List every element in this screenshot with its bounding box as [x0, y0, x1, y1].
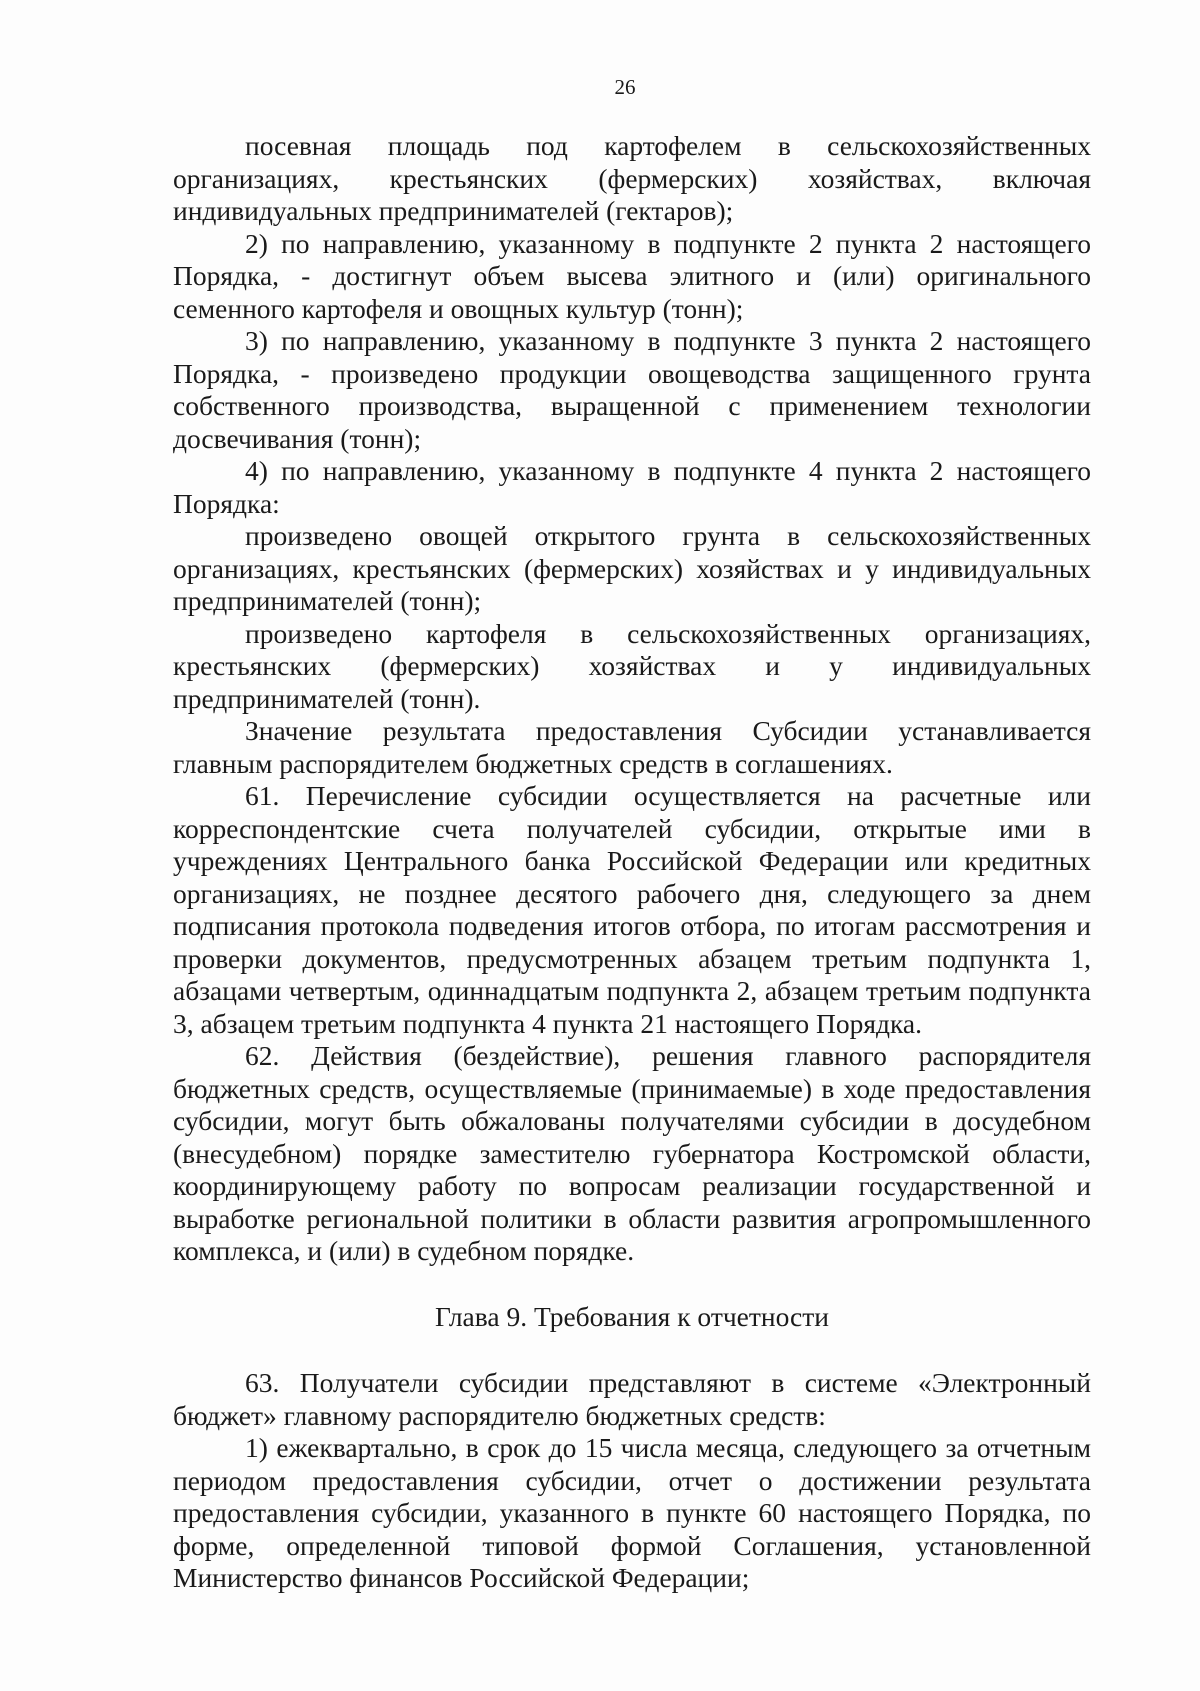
paragraph-potatoes-produced: произведено картофеля в сельскохозяйственных организациях, крестьянских (фермерских) хозяйствах и у индивидуальных предпринимателей (тонн). [173, 617, 1091, 714]
paragraph-result-value: Значение результата предоставления Субсидии устанавливается главным распорядителем бюджетных средств в соглашениях. [173, 715, 1091, 779]
paragraph-clause-62: 62. Действия (бездействие), решения главного распорядителя бюджетных средств, осуществляемые (принимаемые) в ходе предоставления субсидии, могут быть обжалованы получателями субсидии в досудебном (внесудебном) порядке заместителю губернатора Костромской области, координирующему работу по вопросам реализации государственной и выработке региональной политики в области развития агропромышленного комплекса, и (или) в судебном порядке. [173, 1040, 1091, 1266]
paragraph-item-3: 3) по направлению, указанному в подпункте 3 пункта 2 настоящего Порядка, - произведено продукции овощеводства защищенного грунта собственного производства, выращенной с применением технологии досвечивания (тонн); [173, 325, 1091, 454]
paragraph-clause-61: 61. Перечисление субсидии осуществляется на расчетные или корреспондентские счета получателей субсидии, открытые ими в учреждениях Центрального банка Российской Федерации или кредитных организациях, не позднее десятого рабочего дня, следующего за днем подписания протокола подведения итогов отбора, по итогам рассмотрения и проверки документов, предусмотренных абзацем третьим подпункта 1, абзацами четвертым, одиннадцатым подпункта 2, абзацем третьим подпункта 3, абзацем третьим подпункта 4 пункта 21 настоящего Порядка. [173, 780, 1091, 1039]
chapter-title: Глава 9. Требования к отчетности [435, 1300, 829, 1332]
paragraph-item-4: 4) по направлению, указанному в подпункте 4 пункта 2 настоящего Порядка: [173, 455, 1091, 519]
page-number: 26 [614, 75, 636, 99]
paragraph-clause-63-item-1: 1) ежеквартально, в срок до 15 числа месяца, следующего за отчетным периодом предоставления субсидии, отчет о достижении результата предоставления субсидии, указанного в пункте 60 настоящего Порядка, по форме, определенной типовой формой Соглашения, установленной Министерство финансов Российской Федерации; [173, 1432, 1091, 1593]
paragraph-item-2: 2) по направлению, указанному в подпункте 2 пункта 2 настоящего Порядка, - достигнут объем высева элитного и (или) оригинального семенного картофеля и овощных культур (тонн); [173, 227, 1091, 324]
paragraph-potato-area: посевная площадь под картофелем в сельскохозяйственных организациях, крестьянских (фермерских) хозяйствах, включая индивидуальных предпринимателей (гектаров); [173, 130, 1091, 226]
paragraph-clause-63: 63. Получатели субсидии представляют в системе «Электронный бюджет» главному распорядителю бюджетных средств: [173, 1367, 1091, 1431]
document-body [173, 130, 1091, 1595]
paragraph-vegetables-produced: произведено овощей открытого грунта в сельскохозяйственных организациях, крестьянских (фермерских) хозяйствах и у индивидуальных предпринимателей (тонн); [173, 520, 1091, 616]
